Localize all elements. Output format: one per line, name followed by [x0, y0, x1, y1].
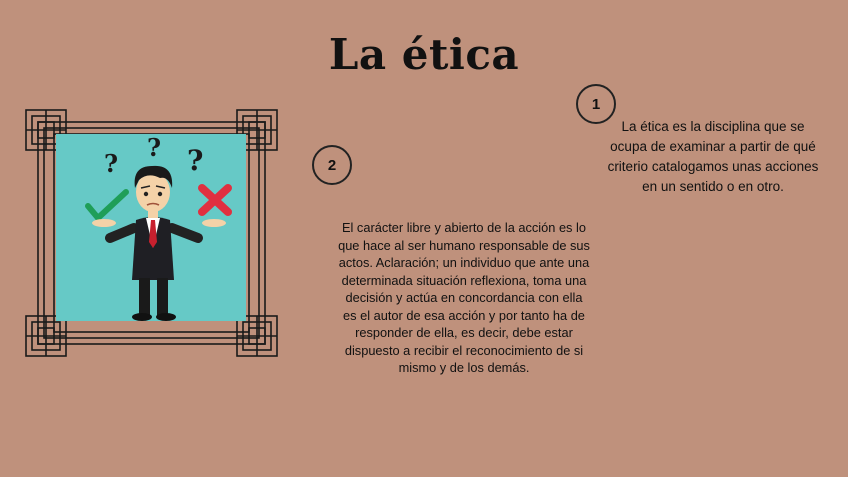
decorative-frame-icon	[24, 108, 279, 358]
question-mark-1: ?	[104, 149, 119, 178]
number-badge-2	[312, 145, 352, 185]
badge-2-number: 2	[327, 156, 337, 174]
question-mark-3: ?	[187, 144, 204, 177]
badge-1-number: 1	[591, 95, 601, 113]
slide-title: La ética	[328, 30, 520, 79]
point-1-text: La ética es la disciplina que se ocupa de examinar a partir de qué criterio catalogamos unas acciones en un sentido o en otro.	[607, 119, 819, 194]
point-2-text: El carácter libre y abierto de la acción es lo que hace al ser humano responsable de sus actos. Aclaración; un individuo que ante una determinada situación reflexiona, toma una decisión y actúa en concordancia con ella es el autor de esa acción y por tanto ha de responder de ella, es decir, debe estar dispuesto a recibir el reconocimiento de si mismo y de los demás.	[338, 220, 590, 375]
question-mark-2: ?	[147, 133, 162, 162]
illustration-frame	[24, 108, 279, 358]
